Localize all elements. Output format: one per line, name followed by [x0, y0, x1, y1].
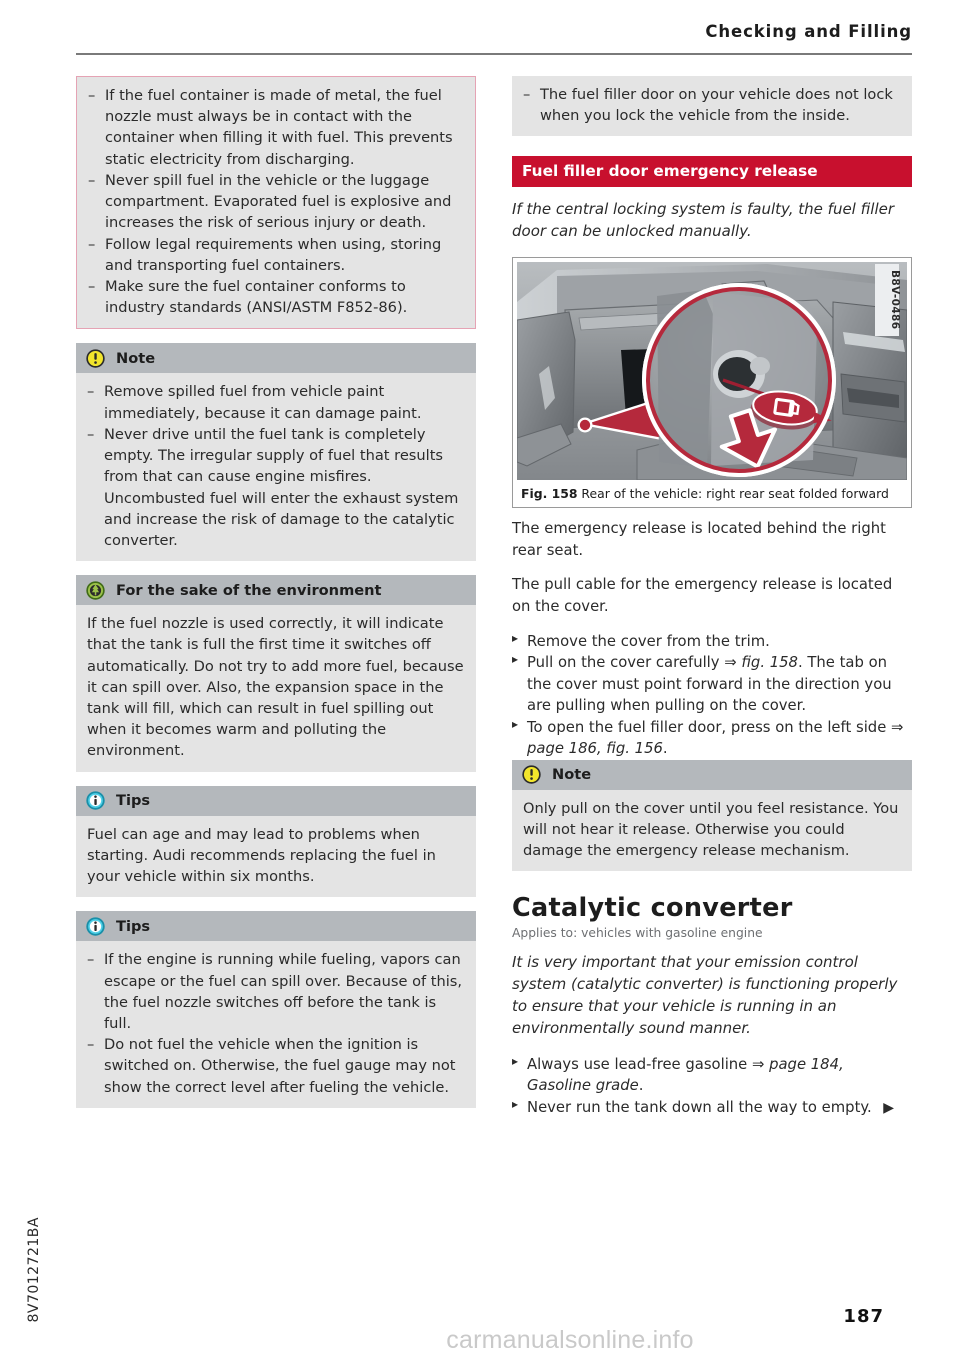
environment-box — [76, 575, 476, 772]
section-heading-catalytic-converter: Catalytic converter — [512, 893, 793, 924]
list-item — [512, 1097, 912, 1119]
vehicle-rear-interior-illustration — [517, 262, 907, 480]
list-item — [512, 1054, 912, 1097]
watermark: carmanualsonline.info — [446, 1326, 694, 1354]
right-column — [512, 76, 912, 1118]
figure-caption-label: Fig. 158 — [521, 486, 578, 502]
left-column — [76, 76, 476, 1122]
note-box-label: Note — [116, 349, 156, 367]
environment-box-header — [76, 575, 476, 605]
tips-box-1-label: Tips — [116, 792, 151, 810]
tips-box-2 — [76, 911, 476, 1108]
list-item: – Make sure the fuel container conforms to industry standards (ANSI/ASTM F852-86). — [88, 276, 464, 318]
step-text-after: . The tab on the cover must point forward in the direction you are pulling when pulling on the cover. — [527, 654, 892, 715]
step-cross-reference: ⇒ page 186, fig. 156 — [527, 718, 904, 758]
figure-158 — [512, 257, 912, 508]
figure-caption-text: Rear of the vehicle: right rear seat folded forward — [581, 486, 889, 502]
list-item: – If the engine is running while fueling, vapors can escape or the fuel can spill over. Because of this, the fuel nozzle switches off before the tank is full. — [87, 949, 465, 1034]
tips-box-1 — [76, 786, 476, 898]
steps-list-emergency-release — [512, 631, 912, 760]
tree-circle-icon — [85, 580, 106, 601]
note-box-body — [76, 373, 476, 561]
list-item — [512, 631, 912, 653]
section-lead-text: If the central locking system is faulty, the fuel filler door can be unlocked manually. — [512, 200, 895, 241]
margin-document-code: 8V7012721BA — [26, 1217, 42, 1323]
page-header — [76, 22, 912, 41]
steps-list-catalytic — [512, 1054, 912, 1119]
step-text-before: Pull on the cover carefully — [527, 654, 725, 672]
figure-caption — [517, 480, 907, 507]
environment-box-body: If the fuel nozzle is used correctly, it will indicate that the tank is full the first time it switches off automatically. Do not try to add more fuel, because it can spill over. Also, the expansion space in the tank will fill, which can result in fuel spilling out when it becomes warm and polluting the environment. — [87, 615, 464, 760]
list-item: – The fuel filler door on your vehicle does not lock when you lock the vehicle from the inside. — [523, 84, 901, 126]
step-text-before: Always use lead-free gasoline — [527, 1055, 752, 1073]
tips-box-1-header — [76, 786, 476, 816]
list-item: – Follow legal requirements when using, storing and transporting fuel containers. — [88, 234, 464, 276]
paragraph-emergency-release-location: The emergency release is located behind the right rear seat. — [512, 520, 886, 559]
note-box-right-body: Only pull on the cover until you feel resistance. You will not hear it release. Otherwise you could damage the emergency release mechanism. — [523, 799, 899, 860]
note-box-right-label: Note — [552, 766, 592, 784]
info-circle-icon — [85, 790, 106, 811]
warning-continued-list — [523, 84, 901, 126]
warning-box-body — [77, 77, 475, 328]
step-text-after: . — [638, 1077, 644, 1095]
list-item — [512, 717, 912, 760]
step-text-before: Remove the cover from the trim. — [527, 632, 770, 650]
list-item: – Do not fuel the vehicle when the ignition is switched on. Otherwise, the fuel gauge may not show the correct level after fueling the vehicle. — [87, 1034, 465, 1098]
applies-to-text: Applies to: vehicles with gasoline engine — [512, 926, 763, 941]
list-item — [512, 652, 912, 717]
info-circle-icon — [85, 916, 106, 937]
catalytic-lead-text: It is very important that your emission control system (catalytic converter) is functioning properly to ensure that your vehicle is running in an environmentally sound manner. — [512, 953, 898, 1038]
step-text-after: . — [662, 740, 668, 758]
figure-reference-code: B8V-0486 — [889, 270, 901, 330]
note-box — [76, 343, 476, 561]
note-box-right — [512, 760, 912, 872]
tips-box-2-header — [76, 911, 476, 941]
header-divider — [76, 53, 912, 55]
list-item: – If the fuel container is made of metal, the fuel nozzle must always be in contact with the container when filling it with fuel. This prevents static electricity from discharging. — [88, 85, 464, 170]
continuation-arrow-icon: ▶ — [883, 1100, 894, 1117]
page-title: Checking and Filling — [705, 22, 912, 41]
tips-list — [87, 949, 465, 1098]
list-item: – Never spill fuel in the vehicle or the luggage compartment. Evaporated fuel is explosive and increases the risk of serious injury or death. — [88, 170, 464, 234]
warning-box — [76, 76, 476, 329]
exclamation-circle-icon — [521, 764, 542, 785]
environment-box-label: For the sake of the environment — [116, 581, 382, 599]
warning-list — [88, 85, 464, 318]
note-box-header — [76, 343, 476, 373]
tips-box-2-label: Tips — [116, 917, 151, 935]
list-item: – Never drive until the fuel tank is completely empty. The irregular supply of fuel that results from that can cause engine misfires. Uncombusted fuel will enter the exhaust system and increase the risk of damage to the catalytic converter. — [87, 424, 465, 551]
tips-box-1-body: Fuel can age and may lead to problems when starting. Audi recommends replacing the fuel in your vehicle within six months. — [87, 825, 436, 886]
warning-continued-body — [512, 76, 912, 136]
list-item: – Remove spilled fuel from vehicle paint immediately, because it can damage paint. — [87, 381, 465, 423]
page-number: 187 — [843, 1306, 884, 1327]
note-box-right-header — [512, 760, 912, 790]
exclamation-circle-icon — [85, 348, 106, 369]
step-text-before: Never run the tank down all the way to empty. — [527, 1098, 872, 1116]
step-cross-reference: ⇒ fig. 158 — [724, 654, 798, 672]
note-list — [87, 381, 465, 551]
step-cross-reference: ⇒ page 184, Gasoline grade — [527, 1055, 844, 1095]
tips-box-2-body — [76, 941, 476, 1108]
figure-image — [517, 262, 907, 480]
section-heading-emergency-release: Fuel filler door emergency release — [512, 156, 912, 187]
step-text-before: To open the fuel filler door, press on the left side — [527, 718, 892, 736]
warning-continued-box — [512, 76, 912, 136]
paragraph-pull-cable-location: The pull cable for the emergency release is located on the cover. — [512, 576, 893, 615]
